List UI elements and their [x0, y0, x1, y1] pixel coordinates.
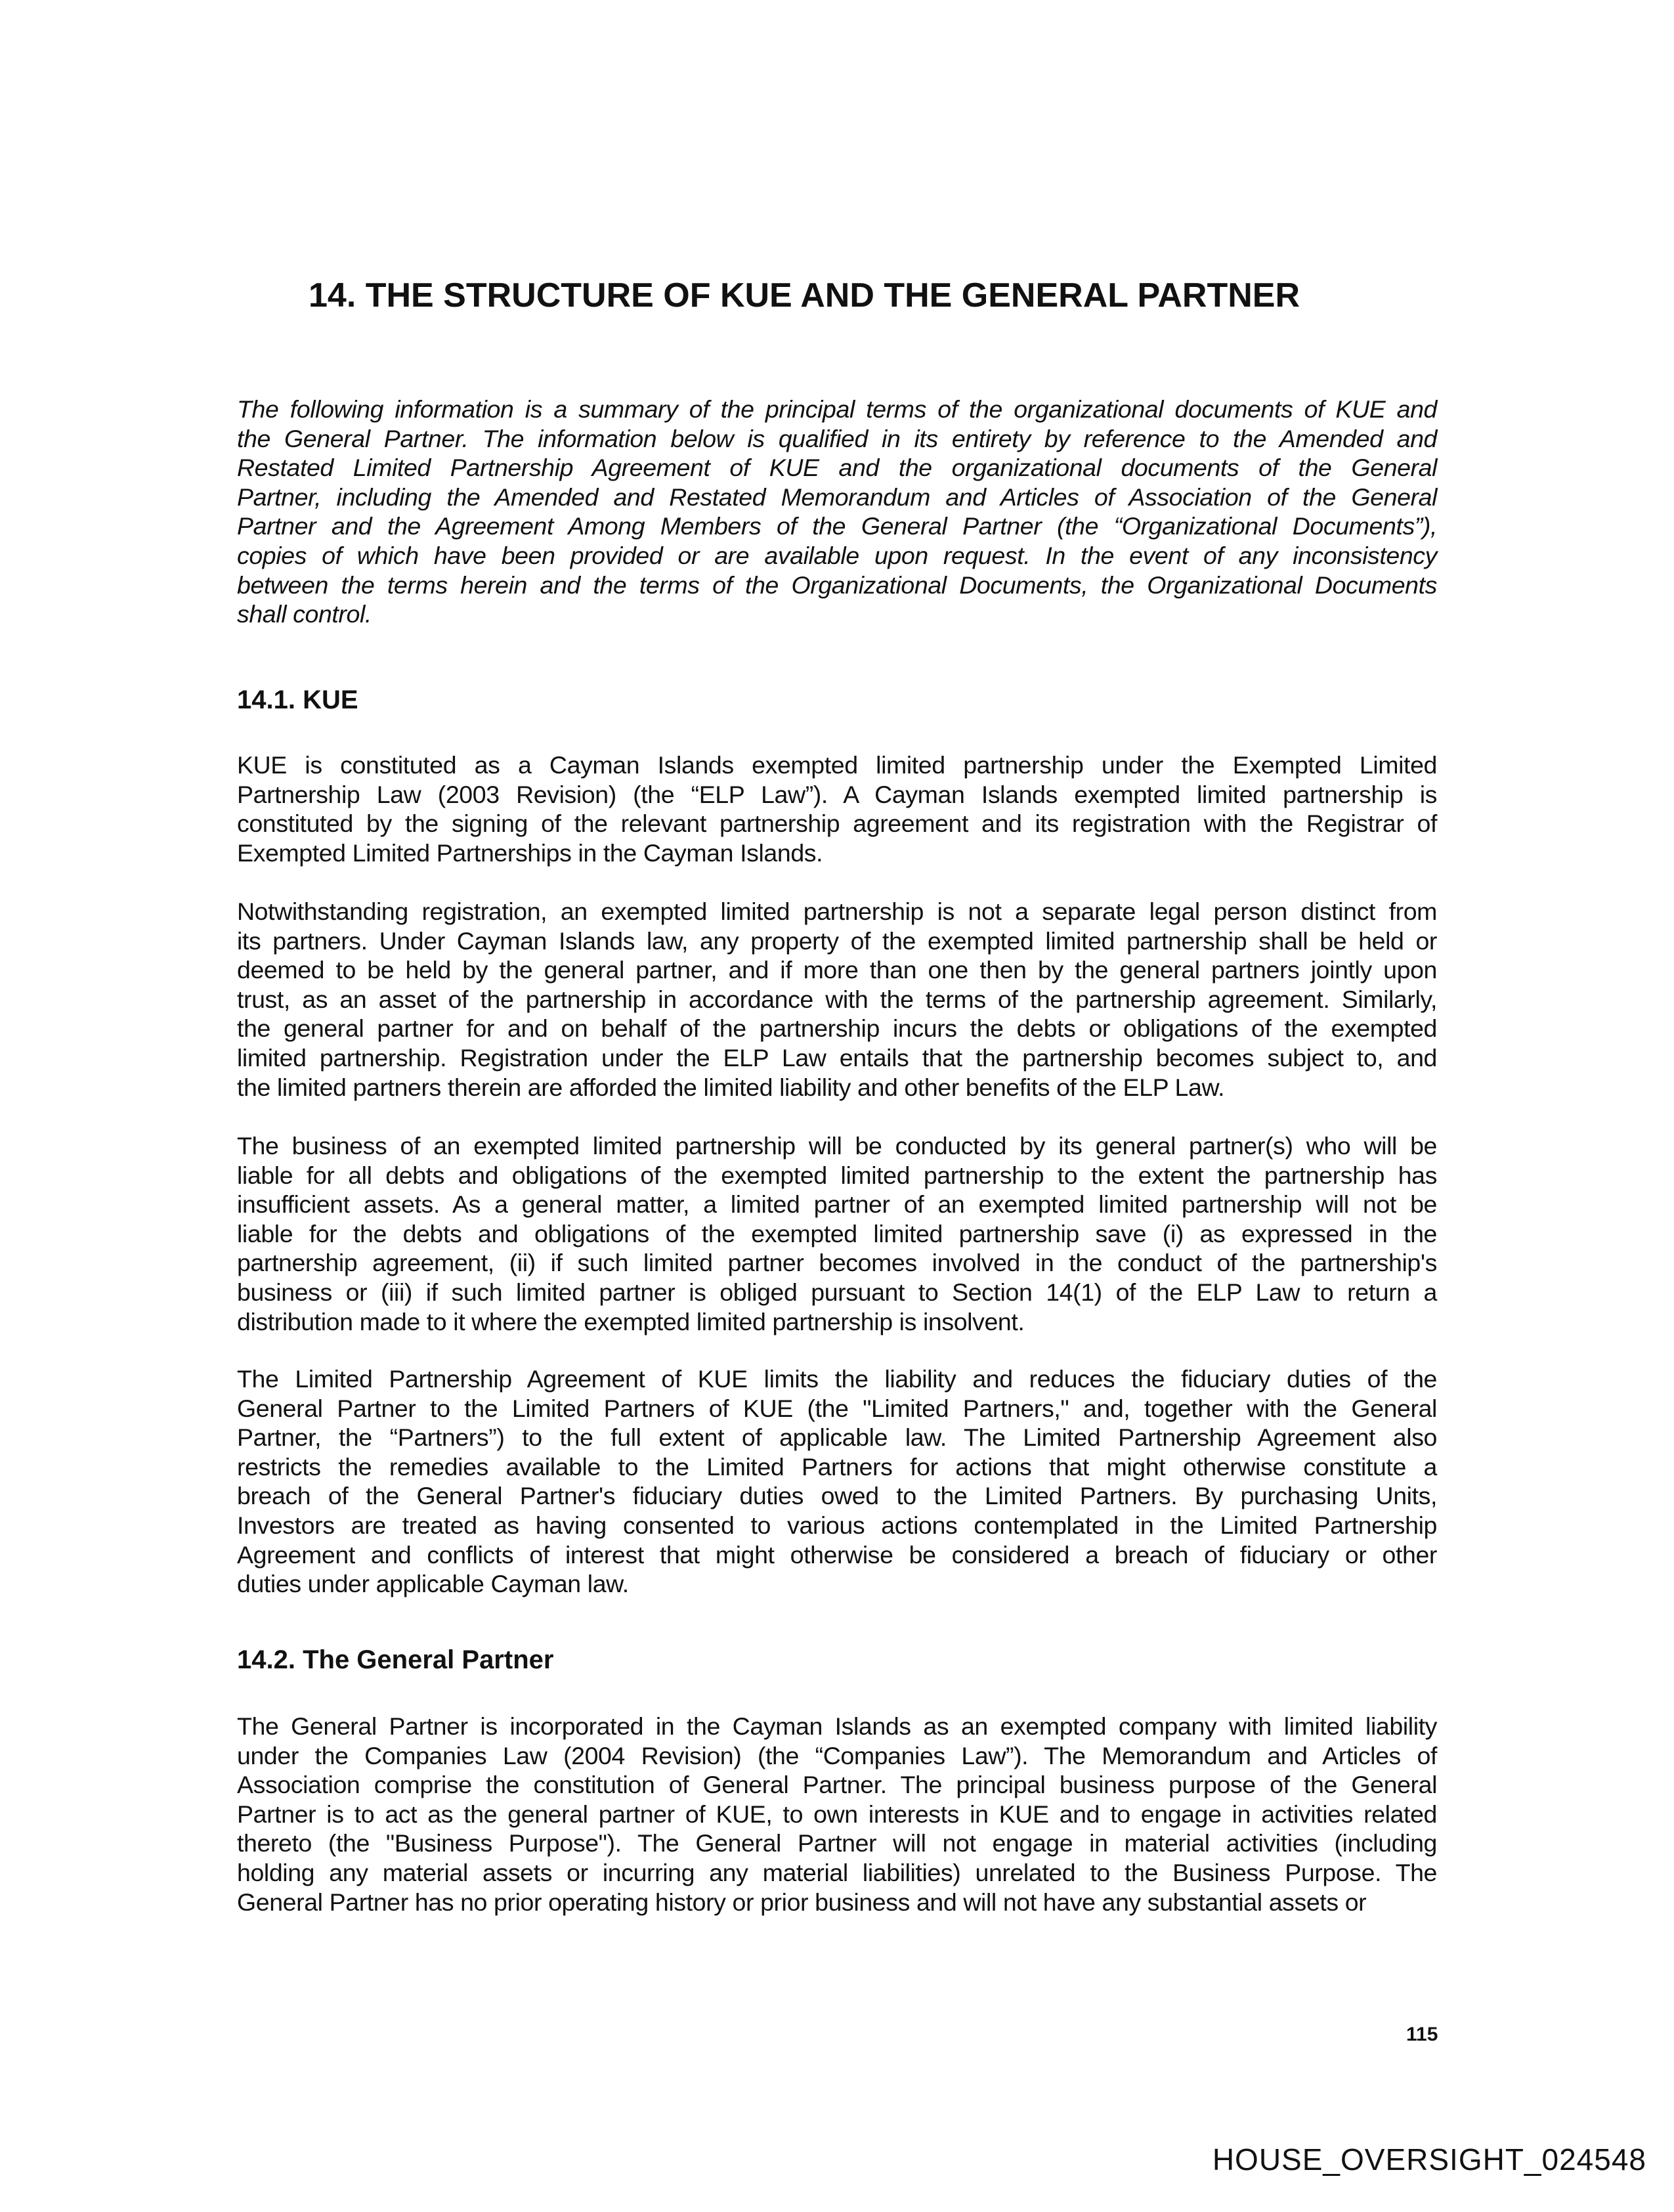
section-14-2-heading: 14.2. The General Partner — [237, 1645, 554, 1674]
text-line: insufficient assets. As a general matter, a limited partner of an exempted limited partnership will not be — [237, 1190, 1437, 1219]
text-line: between the terms herein and the terms of the Organizational Documents, the Organizational Documents — [237, 571, 1437, 599]
text-line: liable for all debts and obligations of the exempted limited partnership to the extent the partnership has — [237, 1161, 1437, 1189]
text-line: KUE is constituted as a Cayman Islands exempted limited partnership under the Exempted Limited — [237, 751, 1437, 779]
text-line: Exempted Limited Partnerships in the Cayman Islands. — [237, 838, 823, 867]
text-line: Partner, including the Amended and Restated Memorandum and Articles of Association of the General — [237, 483, 1437, 511]
text-line: Association comprise the constitution of General Partner. The principal business purpose of the General — [237, 1771, 1437, 1799]
text-line: its partners. Under Cayman Islands law, any property of the exempted limited partnership shall be held or — [237, 926, 1437, 955]
text-line: restricts the remedies available to the Limited Partners for actions that might otherwise constitute a — [237, 1452, 1437, 1481]
text-line: the General Partner. The information below is qualified in its entirety by reference to the Amended and — [237, 424, 1437, 452]
text-line: constituted by the signing of the relevant partnership agreement and its registration with the Registrar of — [237, 810, 1437, 838]
section-title: 14. THE STRUCTURE OF KUE AND THE GENERAL PARTNER — [309, 276, 1300, 314]
text-line: General Partner to the Limited Partners of KUE (the "Limited Partners," and, together with the General — [237, 1394, 1437, 1422]
general-partner-paragraph — [237, 1712, 1437, 1917]
text-line: Restated Limited Partnership Agreement of KUE and the organizational documents of the General — [237, 454, 1437, 482]
page-number: 115 — [1406, 2024, 1438, 2045]
text-line: The business of an exempted limited partnership will be conducted by its general partner(s) who will be — [237, 1132, 1437, 1160]
text-line: shall control. — [237, 600, 372, 628]
text-line: the limited partners therein are afforded the limited liability and other benefits of the ELP Law. — [237, 1073, 1225, 1101]
text-line: business or (iii) if such limited partner is obliged pursuant to Section 14(1) of the ELP Law to return a — [237, 1278, 1437, 1306]
bates-stamp: HOUSE_OVERSIGHT_024548 — [1212, 2142, 1646, 2177]
text-line: Partner and the Agreement Among Members of the General Partner (the “Organizational Documents”), — [237, 512, 1437, 540]
text-line: liable for the debts and obligations of the exempted limited partnership save (i) as expressed in the — [237, 1219, 1437, 1247]
text-line: The following information is a summary of the principal terms of the organizational documents of KUE and — [237, 395, 1437, 423]
kue-paragraph-4 — [237, 1364, 1437, 1599]
text-line: Agreement and conflicts of interest that might otherwise be considered a breach of fiduciary or other — [237, 1540, 1437, 1569]
text-line: Partnership Law (2003 Revision) (the “ELP Law”). A Cayman Islands exempted limited partnership is — [237, 780, 1437, 808]
text-line: General Partner has no prior operating history or prior business and will not have any substantial assets or — [237, 1888, 1367, 1916]
text-line: deemed to be held by the general partner, and if more than one then by the general partners jointly upon — [237, 956, 1437, 984]
text-line: Notwithstanding registration, an exempted limited partnership is not a separate legal person distinct from — [237, 898, 1437, 925]
text-line: partnership agreement, (ii) if such limited partner becomes involved in the conduct of the partnership's — [237, 1249, 1437, 1277]
text-line: Partner, the “Partners”) to the full extent of applicable law. The Limited Partnership Agreement also — [237, 1423, 1437, 1452]
text-line: breach of the General Partner's fiduciary duties owed to the Limited Partners. By purchasing Units, — [237, 1482, 1437, 1510]
text-line: Investors are treated as having consented to various actions contemplated in the Limited Partnership — [237, 1511, 1437, 1539]
text-line: The General Partner is incorporated in the Cayman Islands as an exempted company with limited liability — [237, 1712, 1437, 1740]
text-line: duties under applicable Cayman law. — [237, 1570, 629, 1598]
text-line: limited partnership. Registration under the ELP Law entails that the partnership becomes subject to, and — [237, 1043, 1437, 1072]
text-line: Partner is to act as the general partner of KUE, to own interests in KUE and to engage in activities related — [237, 1800, 1437, 1828]
kue-paragraph-1 — [237, 750, 1437, 867]
section-14-1-heading: 14.1. KUE — [237, 685, 358, 714]
intro-paragraph — [237, 395, 1437, 629]
text-line: The Limited Partnership Agreement of KUE limits the liability and reduces the fiduciary duties of the — [237, 1365, 1437, 1393]
text-line: holding any material assets or incurring any material liabilities) unrelated to the Business Purpose. The — [237, 1858, 1437, 1886]
kue-paragraph-2 — [237, 897, 1437, 1102]
text-line: copies of which have been provided or are available upon request. In the event of any inconsistency — [237, 541, 1437, 569]
text-line: thereto (the "Business Purpose"). The General Partner will not engage in material activities (including — [237, 1829, 1437, 1857]
text-line: distribution made to it where the exempted limited partnership is insolvent. — [237, 1307, 1025, 1335]
text-line: the general partner for and on behalf of the partnership incurs the debts or obligations of the exempted — [237, 1014, 1437, 1043]
kue-paragraph-3 — [237, 1131, 1437, 1336]
text-line: under the Companies Law (2004 Revision) (the “Companies Law”). The Memorandum and Articles of — [237, 1741, 1437, 1769]
text-line: trust, as an asset of the partnership in accordance with the terms of the partnership agreement. Similarly, — [237, 985, 1437, 1013]
